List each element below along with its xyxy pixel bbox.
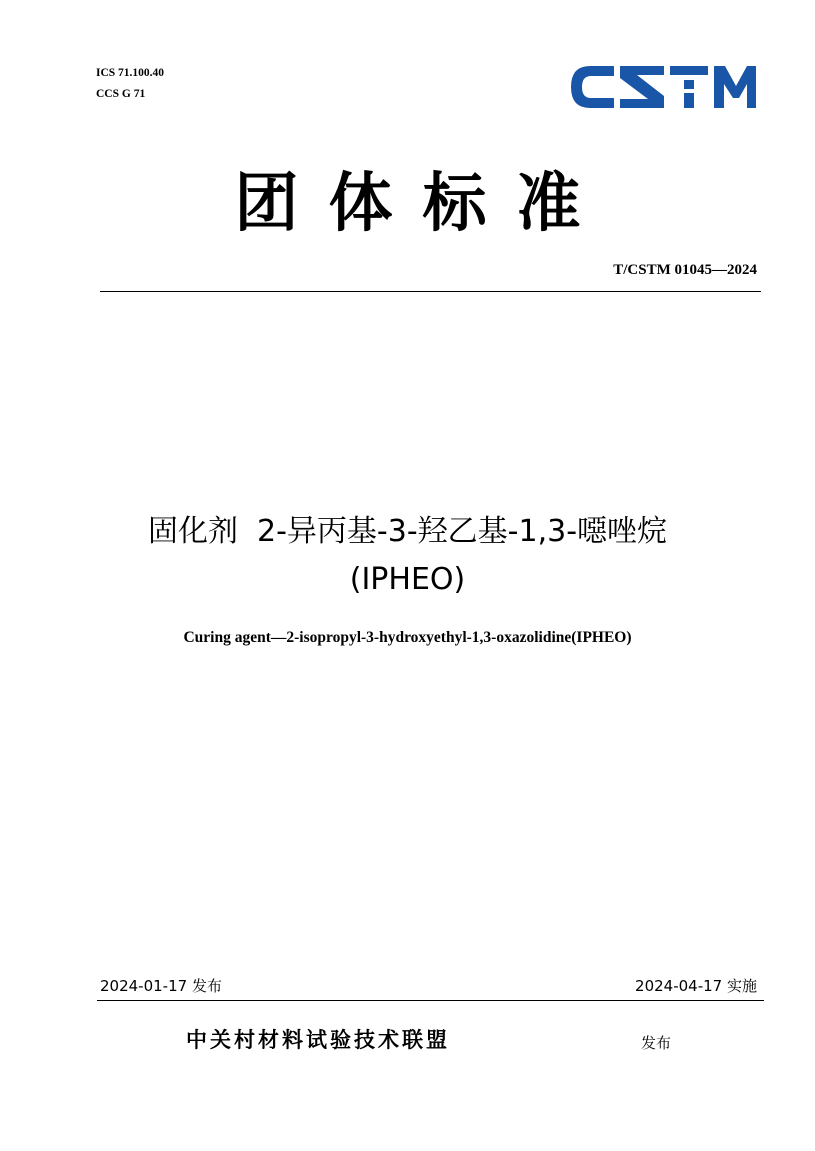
ccs-code: CCS G 71	[96, 88, 146, 100]
chinese-title-line2: (IPHEO)	[349, 562, 466, 597]
ics-code: ICS 71.100.40	[96, 67, 165, 79]
standard-number: T/CSTM 01045—2024	[613, 262, 757, 278]
issuer-name: 中关村材料试验技术联盟	[186, 1028, 450, 1052]
standard-type-title: 团体标准	[234, 167, 611, 241]
chinese-title	[0, 508, 815, 604]
classification-codes	[96, 63, 164, 105]
issuer-suffix: 发布	[641, 1034, 672, 1052]
cstm-logo	[568, 60, 758, 116]
footer-divider	[97, 1000, 764, 1001]
publish-date: 2024-01-17 发布	[100, 977, 222, 995]
english-title: Curing agent—2-isopropyl-3-hydroxyethyl-1,3-oxazolidine(IPHEO)	[183, 629, 632, 646]
implement-date: 2024-04-17 实施	[635, 977, 757, 995]
chinese-title-line1: 固化剂 2-异丙基-3-羟乙基-1,3-噁唑烷	[147, 514, 668, 549]
header-divider	[100, 291, 761, 292]
